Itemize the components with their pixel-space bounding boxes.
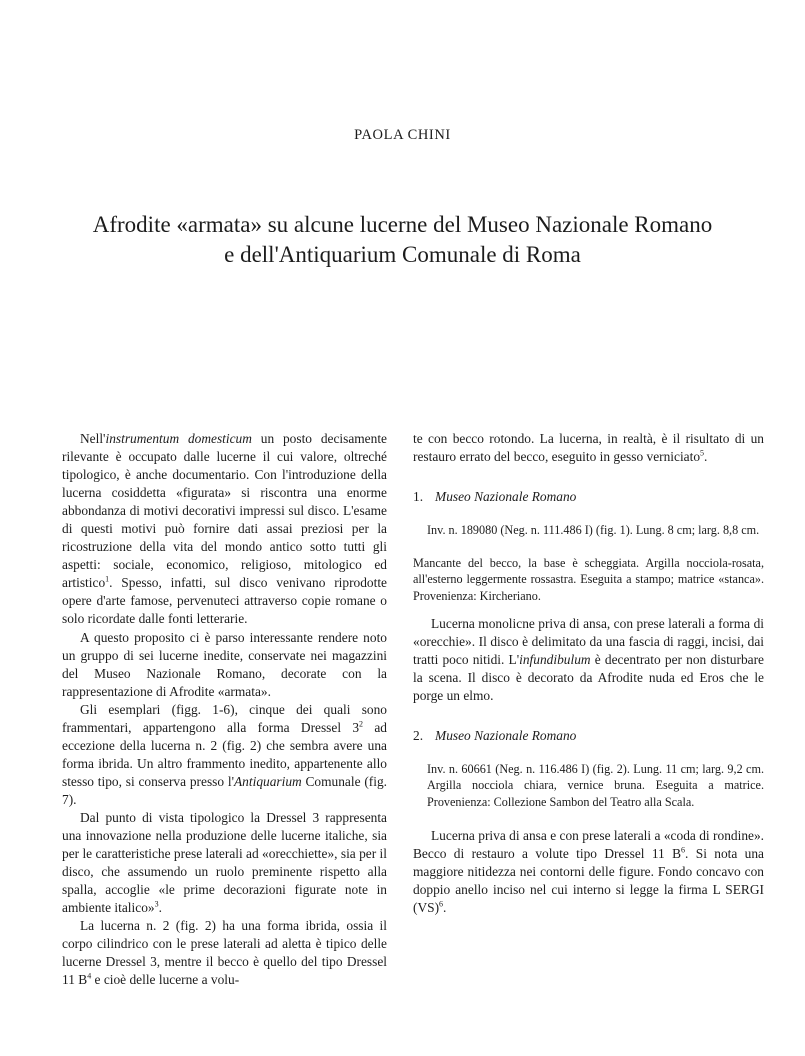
paragraph-2: A questo proposito ci è parso interessante rendere noto un gruppo di sei lucerne inedite, conservate nei magazzini del Museo Nazionale Romano, decorate con la rappresentazione di Afrodite «armata». — [62, 629, 387, 699]
text-run: La lucerna n. 2 (fig. 2) ha una forma ibrida, ossia il corpo cilindrico con le prese laterali ad aletta è tipico delle lucerne Dressel 3, mentre il becco è quello del tipo Dressel 11 B — [62, 918, 387, 988]
text-run: . — [704, 449, 708, 465]
text-run: . Si nota una maggiore nitidezza nei contorni delle figure. Fondo concavo con doppio anello inciso nel cui interno si legge la firma L SERGI (VS) — [413, 845, 765, 915]
text-run: un posto decisamente rilevante è occupato dalle lucerne il cui valore, oltreché tipologico, è anche documentario. Con l'introduzione della lucerna cosiddetta «figurata» si riscontra una enorme abbondanza di motivi decorativi impressi sul disco. L'esame di questi motivi può fornire dati assai preziosi per la ricostruzione della vita del mondo antico sotto tutti gli aspetti: sociale, economico, religioso, mitologico ed artistico — [62, 431, 387, 591]
italic-term: instrumentum domesticum — [105, 431, 252, 446]
footnote-ref: 4 — [87, 971, 92, 981]
italic-term: Antiquarium — [234, 773, 302, 789]
title-line-2: e dell'Antiquarium Comunale di Roma — [224, 242, 581, 267]
footnote-ref: 5 — [700, 448, 705, 458]
text-run: Dal punto di vista tipologico la Dressel 3 rappresenta una innovazione nella produzione delle lucerne italiche, sia per le caratteristiche prese laterali ad «orecchiette», sia per il disco, che assumendo un ruolo preminente rispetto alla spalla, accoglie «le prime decorazioni figurate note in ambiente italico» — [62, 809, 387, 916]
text-run: ad eccezione della lucerna n. 2 (fig. 2) che sembra avere una forma ibrida. Un altro frammento inedito, appartenente allo stesso tipo, si conserva presso l' — [62, 719, 387, 789]
text-run: e cioè delle lucerne a volu- — [91, 972, 240, 988]
catalog-collection: Museo Nazionale Romano — [435, 489, 577, 505]
text-run: Lucerna priva di ansa e con prese laterali a «coda di rondine». Becco di restauro a volute tipo Dressel 11 B — [413, 827, 764, 861]
paragraph-1 — [62, 430, 387, 629]
text-run: Lucerna monolicne priva di ansa, con prese laterali a forma di «orecchie». Il disco è delimitato da una fascia di raggi, incisi, dai tratti poco nitidi. L' — [413, 615, 764, 667]
paragraph-5 — [62, 917, 387, 989]
italic-term: infundibulum — [519, 651, 591, 667]
catalog-heading-2 — [413, 727, 764, 745]
left-column — [62, 430, 387, 989]
text-run: . Spesso, infatti, sul disco venivano riprodotte opere d'arte famose, pervenuteci attraverso copie romane o solo ricordate dalle fonti letterarie. — [62, 575, 387, 627]
text-run: Comunale (fig. 7). — [62, 773, 388, 807]
footnote-ref: 2 — [359, 719, 364, 729]
catalog-text-1 — [413, 615, 764, 705]
inventory-entry-2: Inv. n. 60661 (Neg. n. 116.486 I) (fig. 2). Lung. 11 cm; larg. 9,2 cm. Argilla nocciola chiara, vernice bruna. Eseguita a matrice. Provenienza: Collezione Sambon del Teatro alla Scala. — [427, 761, 764, 809]
footnote-ref: 6 — [681, 845, 686, 855]
catalog-text-2 — [413, 827, 764, 917]
text-run: te con becco rotondo. La lucerna, in realtà, è il risultato di un restauro errato del becco, eseguito in gesso verniciato — [413, 431, 764, 465]
catalog-heading-1 — [413, 488, 764, 506]
footnote-ref: 3 — [154, 899, 159, 909]
title-line-1: Afrodite «armata» su alcune lucerne del Museo Nazionale Romano — [92, 212, 713, 237]
text-run: Nell' — [80, 431, 106, 446]
footnote-ref: 6 — [439, 899, 444, 909]
text-run: Gli esemplari (figg. 1-6), cinque dei quali sono frammentari, appartengono alla forma Dressel 3 — [62, 701, 387, 735]
paragraph-4 — [62, 809, 387, 917]
catalog-collection: Museo Nazionale Romano — [435, 727, 577, 743]
catalog-number: 2. — [413, 727, 424, 743]
article-title — [40, 210, 765, 270]
right-column — [413, 430, 764, 917]
inventory-entry-1: Inv. n. 189080 (Neg. n. 111.486 I) (fig. 1). Lung. 8 cm; larg. 8,8 cm. — [427, 523, 760, 538]
text-run: è decentrato per non disturbare la scena. Il disco è decorato da Afrodite nuda ed Eros che le porge un elmo. — [413, 651, 764, 703]
footnote-ref: 1 — [105, 574, 110, 584]
text-run: . — [158, 900, 162, 916]
catalog-number: 1. — [413, 489, 424, 505]
paragraph-3 — [62, 701, 387, 809]
text-run: . — [443, 899, 447, 915]
description-entry-1: Mancante del becco, la base è scheggiata. Argilla nocciola-rosata, all'esterno leggermente rossastra. Eseguita a stampo; matrice «stanca». Provenienza: Kircheriano. — [413, 555, 764, 603]
author-name: PAOLA CHINI — [354, 127, 451, 143]
continued-paragraph — [413, 430, 764, 466]
